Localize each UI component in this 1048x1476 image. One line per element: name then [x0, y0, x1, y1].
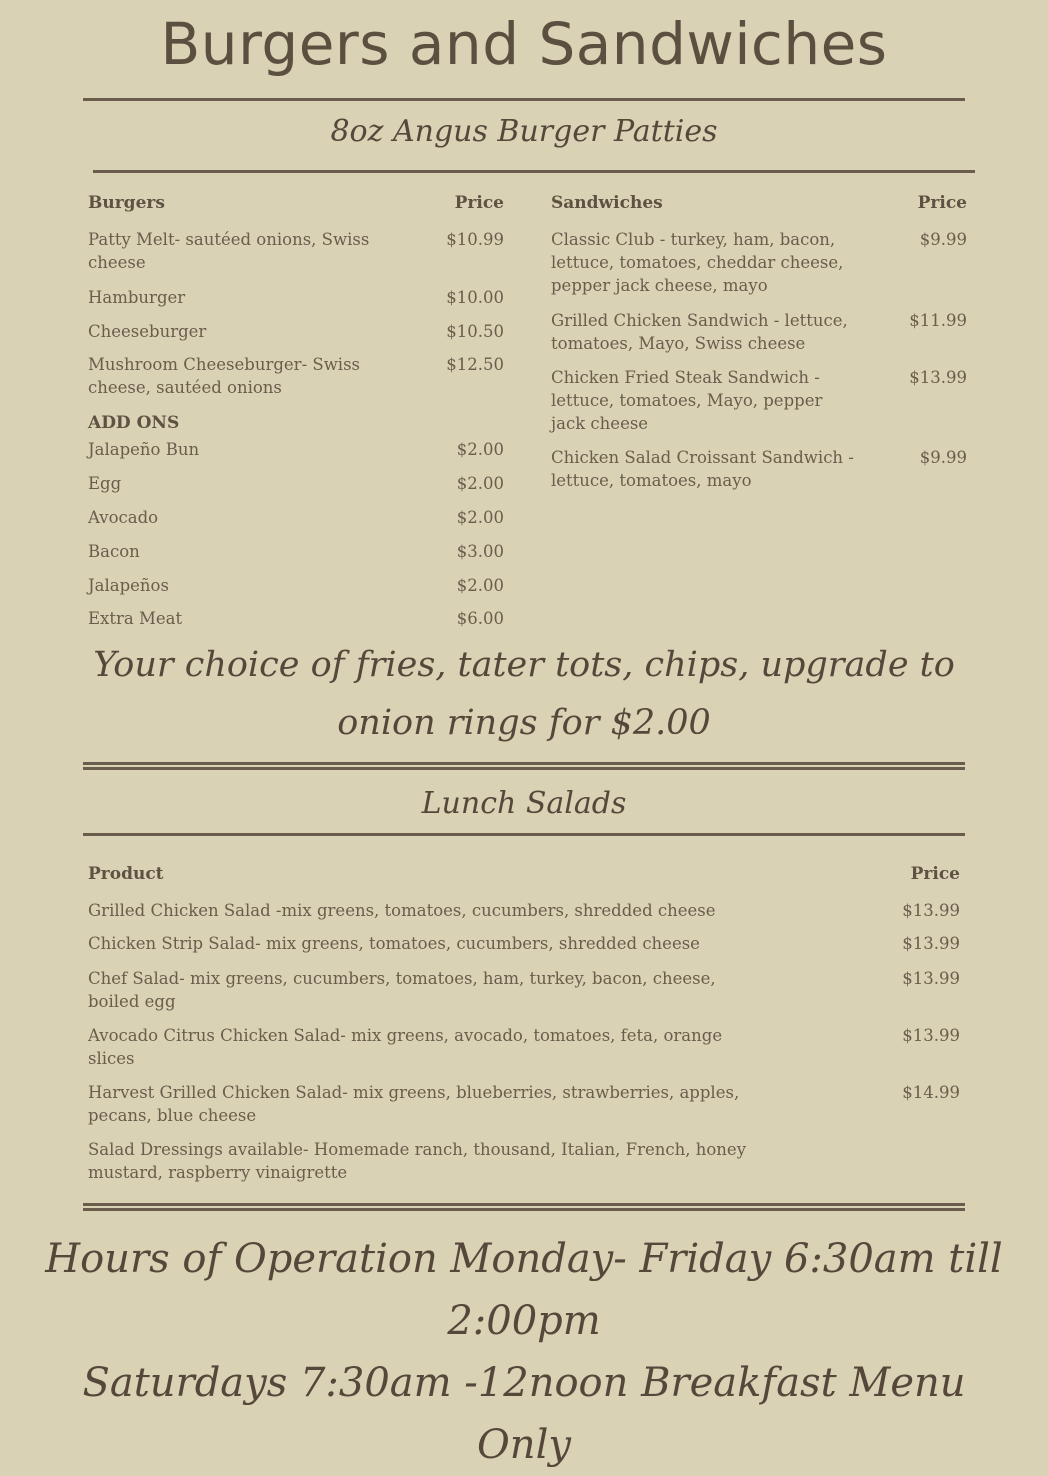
addon-price: $2.00 [456, 440, 504, 459]
addon-price: $2.00 [456, 576, 504, 595]
burger-item: Cheeseburger [88, 322, 207, 341]
addon-item: Jalapeño Bun [88, 440, 200, 459]
sandwich-item: Chicken Fried Steak Sandwich - lettuce, tomatoes, Mayo, pepper jack cheese [551, 368, 823, 433]
addons-header: ADD ONS [88, 413, 180, 433]
sandwich-price: $9.99 [919, 448, 967, 467]
salad-item: Harvest Grilled Chicken Salad- mix greens, blueberries, strawberries, apples, pecans, blue cheese [88, 1083, 740, 1125]
hours-line-weekdays: Hours of Operation Monday- Friday 6:30am till 2:00pm [45, 1236, 1003, 1344]
salads-price-header: Price [910, 864, 960, 884]
sides-note: Your choice of fries, tater tots, chips, upgrade to onion rings for $2.00 [93, 645, 955, 743]
burger-price: $10.00 [446, 288, 504, 307]
salad-item: Avocado Citrus Chicken Salad- mix greens, avocado, tomatoes, feta, orange slices [88, 1026, 723, 1068]
addon-price: $2.00 [456, 474, 504, 493]
salad-item: Chicken Strip Salad- mix greens, tomatoes, cucumbers, shredded cheese [88, 934, 700, 953]
sandwich-item: Grilled Chicken Sandwich - lettuce, tomatoes, Mayo, Swiss cheese [551, 311, 848, 353]
salad-item: Grilled Chicken Salad -mix greens, tomatoes, cucumbers, shredded cheese [88, 901, 716, 920]
divider [83, 833, 965, 836]
sandwich-item: Chicken Salad Croissant Sandwich - lettuce, tomatoes, mayo [551, 448, 854, 490]
sandwiches-price-header: Price [917, 193, 967, 213]
divider [83, 98, 965, 101]
burger-item: Hamburger [88, 288, 186, 307]
salad-dressings-note: Salad Dressings available- Homemade ranch, thousand, Italian, French, honey mustard, raspberry vinaigrette [88, 1140, 747, 1182]
burger-item: Mushroom Cheeseburger- Swiss cheese, sautéed onions [88, 355, 361, 397]
salad-price: $13.99 [902, 1026, 960, 1045]
burger-price: $10.50 [446, 322, 504, 341]
hours-line-saturday: Saturdays 7:30am -12noon Breakfast Menu Only [82, 1360, 966, 1468]
sandwich-price: $11.99 [909, 311, 967, 330]
sandwich-item: Classic Club - turkey, ham, bacon, lettuce, tomatoes, cheddar cheese, pepper jack cheese, mayo [551, 230, 844, 295]
salad-price: $13.99 [902, 901, 960, 920]
salad-price: $13.99 [902, 969, 960, 988]
salad-item: Chef Salad- mix greens, cucumbers, tomatoes, ham, turkey, bacon, cheese, boiled egg [88, 969, 716, 1011]
burger-price: $12.50 [446, 355, 504, 374]
addon-price: $6.00 [456, 609, 504, 628]
addon-item: Extra Meat [88, 609, 183, 628]
addon-item: Jalapeños [88, 576, 169, 595]
patty-note: 8oz Angus Burger Patties [330, 114, 718, 149]
burger-price: $10.99 [446, 230, 504, 249]
addon-price: $3.00 [456, 542, 504, 561]
addon-price: $2.00 [456, 508, 504, 527]
sandwich-price: $13.99 [909, 368, 967, 387]
salads-product-header: Product [88, 864, 164, 884]
sandwich-price: $9.99 [919, 230, 967, 249]
double-divider [83, 1203, 965, 1211]
page-title: Burgers and Sandwiches [160, 10, 888, 78]
addon-item: Egg [88, 474, 122, 493]
double-divider [83, 762, 965, 770]
burgers-price-header: Price [454, 193, 504, 213]
burger-item: Patty Melt- sautéed onions, Swiss cheese [88, 230, 370, 272]
addon-item: Avocado [88, 508, 159, 527]
burgers-header: Burgers [88, 193, 165, 213]
salads-title: Lunch Salads [421, 786, 627, 821]
sandwiches-header: Sandwiches [551, 193, 663, 213]
divider [93, 170, 975, 173]
hours-of-operation [40, 1228, 1008, 1476]
salad-price: $14.99 [902, 1083, 960, 1102]
salad-price: $13.99 [902, 934, 960, 953]
addon-item: Bacon [88, 542, 140, 561]
